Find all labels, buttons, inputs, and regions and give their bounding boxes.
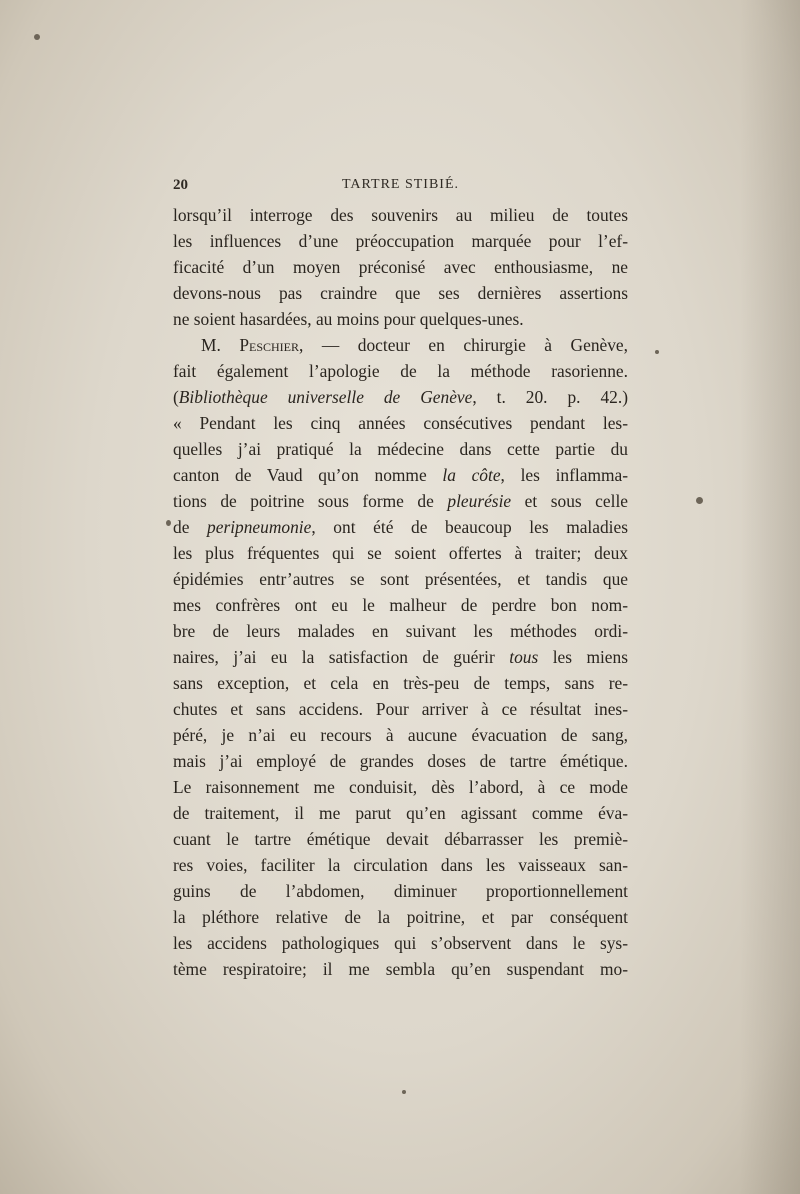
- line-text: naires, j’ai eu la satisfaction de guérir: [173, 647, 510, 667]
- line-text: fait également l’apologie de la méthode rasorienne.: [173, 361, 628, 381]
- paper-speck: [696, 497, 703, 504]
- paper-speck: [166, 520, 171, 526]
- text-line: [173, 748, 628, 774]
- line-text: Le raisonnement me conduisit, dès l’abord, à ce mode: [173, 777, 628, 797]
- text-line: [173, 280, 628, 306]
- line-text: mes confrères ont eu le malheur de perdre bon nom-: [173, 595, 628, 615]
- line-text: M.: [201, 335, 240, 355]
- text-line: [173, 956, 628, 982]
- author-name: Peschier: [239, 335, 300, 355]
- line-text: la pléthore relative de la poitrine, et par conséquent: [173, 907, 628, 927]
- italic-text: tous: [509, 647, 539, 667]
- line-text: quelles j’ai pratiqué la médecine dans cette partie du: [173, 439, 628, 459]
- running-title: TARTRE STIBIÉ.: [341, 177, 460, 192]
- line-text: « Pendant les cinq années consécutives pendant les-: [173, 413, 628, 433]
- line-text: , t. 20. p. 42.): [472, 387, 628, 407]
- paper-speck: [655, 350, 659, 354]
- line-text: chutes et sans accidens. Pour arriver à ce résultat ines-: [173, 699, 628, 719]
- line-text: de: [173, 517, 208, 537]
- text-line: [173, 462, 628, 488]
- line-text: , — docteur en chirurgie à Genève,: [299, 335, 628, 355]
- italic-text: peripneumonie: [207, 517, 312, 537]
- italic-text: Bibliothèque universelle de Genève: [178, 387, 473, 407]
- text-line: [173, 774, 628, 800]
- line-text: lorsqu’il interroge des souvenirs au milieu de toutes: [173, 205, 628, 225]
- text-line: [173, 722, 628, 748]
- text-line: [173, 826, 628, 852]
- italic-text: pleurésie: [447, 491, 512, 511]
- text-line: [173, 384, 628, 410]
- text-line: [173, 878, 628, 904]
- text-line: [173, 618, 628, 644]
- text-line: [173, 566, 628, 592]
- line-text: les influences d’une préoccupation marquée pour l’ef-: [173, 231, 628, 251]
- text-line: [173, 696, 628, 722]
- line-text: bre de leurs malades en suivant les méthodes ordi-: [173, 621, 628, 641]
- text-line: [173, 410, 628, 436]
- text-line: [173, 930, 628, 956]
- line-text: , les inflamma-: [500, 465, 629, 485]
- text-line: [173, 202, 628, 228]
- text-line: [173, 852, 628, 878]
- line-text: les miens: [538, 647, 628, 667]
- text-line: [173, 306, 628, 332]
- page-edge-shadow: [740, 0, 800, 1194]
- line-text: mais j’ai employé de grandes doses de tartre émétique.: [173, 751, 628, 771]
- text-line: [173, 228, 628, 254]
- line-text: de traitement, il me parut qu’en agissant comme éva-: [173, 803, 628, 823]
- text-line: [173, 670, 628, 696]
- line-text: péré, je n’ai eu recours à aucune évacuation de sang,: [173, 725, 628, 745]
- line-text: canton de Vaud qu’on nomme: [173, 465, 443, 485]
- italic-text: la côte: [442, 465, 501, 485]
- line-text: res voies, faciliter la circulation dans les vaisseaux san-: [173, 855, 628, 875]
- line-text: , ont été de beaucoup les maladies: [311, 517, 628, 537]
- text-line: [173, 904, 628, 930]
- text-line: [173, 540, 628, 566]
- line-text: cuant le tartre émétique devait débarrasser les premiè-: [173, 829, 628, 849]
- text-line: [173, 488, 628, 514]
- text-line: [173, 436, 628, 462]
- paper-speck: [34, 34, 40, 40]
- page-number: 20: [173, 177, 188, 193]
- text-line: [173, 800, 628, 826]
- line-text: les accidens pathologiques qui s’observent dans le sys-: [173, 933, 628, 953]
- text-line: [173, 332, 628, 358]
- line-text: et sous celle: [511, 491, 629, 511]
- line-text: tème respiratoire; il me sembla qu’en suspendant mo-: [173, 959, 628, 979]
- line-text: épidémies entr’autres se sont présentées, et tandis que: [173, 569, 628, 589]
- text-line: [173, 644, 628, 670]
- line-text: les plus fréquentes qui se soient offertes à traiter; deux: [173, 543, 628, 563]
- text-line: [173, 514, 628, 540]
- paper-speck: [402, 1090, 406, 1094]
- text-line: [173, 358, 628, 384]
- text-line: [173, 592, 628, 618]
- line-text: guins de l’abdomen, diminuer proportionnellement: [173, 881, 628, 901]
- body-text: [173, 202, 628, 982]
- text-line: [173, 254, 628, 280]
- line-text: ne soient hasardées, au moins pour quelques-unes.: [173, 309, 524, 329]
- line-text: sans exception, et cela en très-peu de temps, sans re-: [173, 673, 628, 693]
- line-text: tions de poitrine sous forme de: [173, 491, 448, 511]
- running-header: [173, 177, 628, 199]
- line-text: (: [173, 387, 179, 407]
- line-text: devons-nous pas craindre que ses dernières assertions: [173, 283, 628, 303]
- line-text: ficacité d’un moyen préconisé avec enthousiasme, ne: [173, 257, 628, 277]
